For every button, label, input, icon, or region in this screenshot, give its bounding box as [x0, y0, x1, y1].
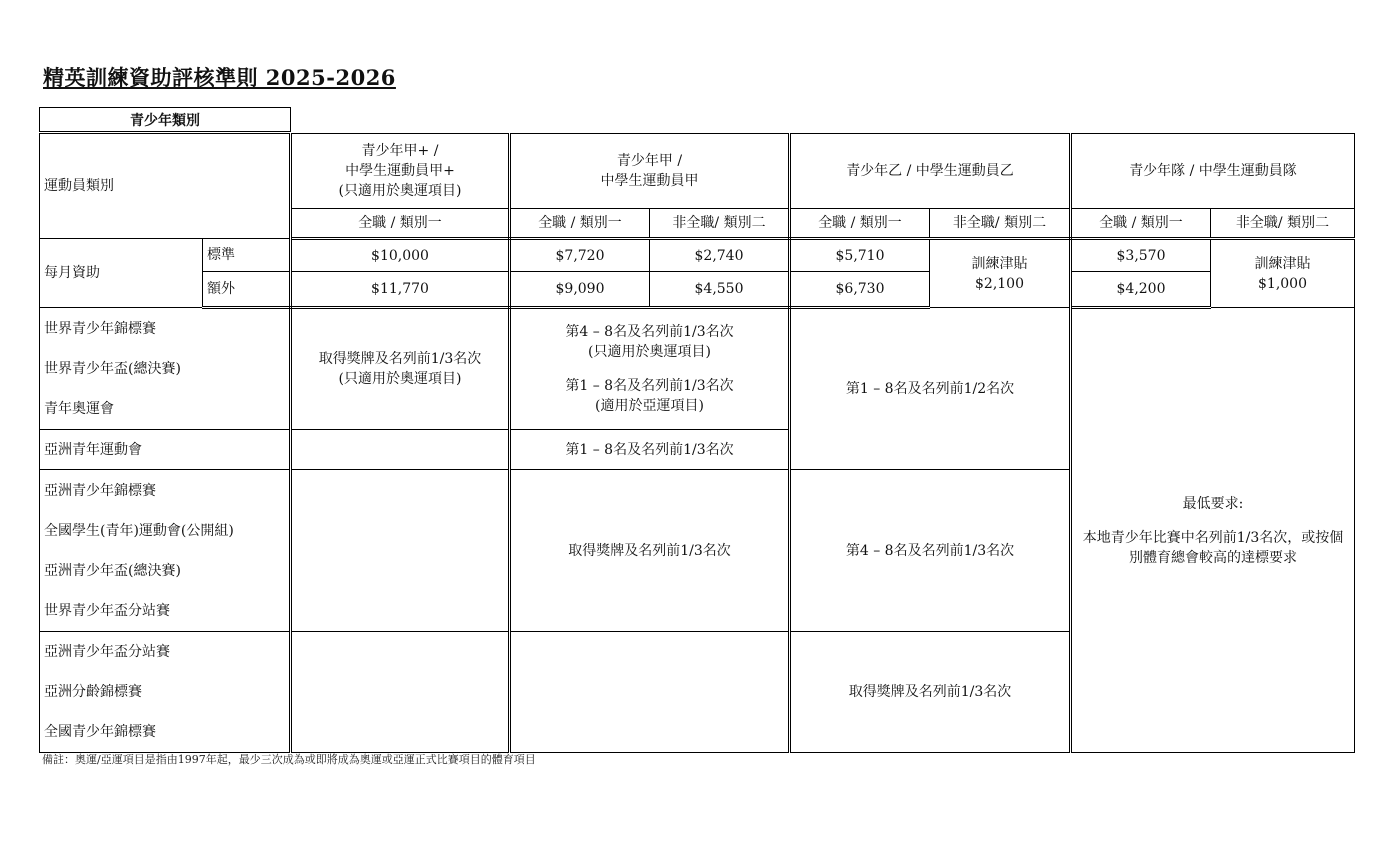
criteria-table	[39, 133, 1355, 753]
amount-cell: $6,730	[790, 272, 930, 308]
amount-cell: $4,550	[650, 272, 790, 308]
amount-cell: $5,710	[790, 239, 930, 272]
competition-name: 亞洲青少年盃(總決賽)	[44, 562, 181, 579]
standard-label: 標準	[203, 239, 291, 272]
sub-fulltime: 全職 / 類別一	[790, 209, 930, 239]
criteria-b: 第4 – 8名及名列前1/3名次	[790, 470, 1071, 632]
competition-name: 全國青少年錦標賽	[44, 724, 156, 740]
amount-cell: $7,720	[510, 239, 650, 272]
competition-list	[40, 308, 291, 430]
criteria-group-1	[40, 308, 1355, 430]
footnote: 備註：奧運/亞運項目是指由1997年起，最少三次成為或即將成為奧運或亞運正式比賽項目的體育項目	[42, 753, 536, 766]
monthly-standard-row	[40, 239, 1355, 272]
sub-parttime: 非全職/ 類別二	[650, 209, 790, 239]
monthly-extra-row	[40, 272, 1355, 308]
criteria-a-plus-empty	[291, 632, 510, 753]
amount-cell: $3,570	[1071, 239, 1211, 272]
sub-fulltime: 全職 / 類別一	[291, 209, 510, 239]
criteria-a-empty	[510, 632, 790, 753]
extra-label: 額外	[203, 272, 291, 308]
training-allowance-team: 訓練津貼 $1,000	[1211, 239, 1355, 308]
category-label: 青少年類別	[39, 107, 291, 132]
competition-name: 世界青少年盃分站賽	[44, 602, 170, 619]
competition-list	[40, 632, 291, 753]
competition-name: 全國學生(青年)運動會(公開組)	[44, 522, 234, 539]
sub-fulltime: 全職 / 類別一	[510, 209, 650, 239]
amount-cell: $10,000	[291, 239, 510, 272]
amount-cell: $2,740	[650, 239, 790, 272]
competition-name: 亞洲分齡錦標賽	[44, 684, 142, 700]
competition-list	[40, 470, 291, 632]
criteria-b: 第1 – 8名及名列前1/2名次	[790, 308, 1071, 470]
amount-cell: $4,200	[1071, 272, 1211, 308]
competition-name: 世界青少年盃(總決賽)	[44, 361, 181, 377]
criteria-a: 第1 – 8名及名列前1/3名次	[510, 430, 790, 470]
criteria-a-plus-empty	[291, 470, 510, 632]
header-row	[40, 134, 1355, 209]
competition-name: 亞洲青年運動會	[40, 430, 291, 470]
competition-name: 亞洲青少年錦標賽	[44, 482, 156, 499]
athlete-category-label: 運動員類別	[40, 134, 291, 239]
criteria-b: 取得獎牌及名列前1/3名次	[790, 632, 1071, 753]
competition-name: 亞洲青少年盃分站賽	[44, 644, 170, 660]
header-group-team: 青少年隊 / 中學生運動員隊	[1071, 134, 1355, 209]
criteria-a: 第4 – 8名及名列前1/3名次 (只適用於奧運項目) 第1 – 8名及名列前1/3名次 (適用於亞運項目)	[510, 308, 790, 430]
criteria-a-plus-empty	[291, 430, 510, 470]
criteria-a: 取得獎牌及名列前1/3名次	[510, 470, 790, 632]
header-group-b: 青少年乙 / 中學生運動員乙	[790, 134, 1071, 209]
sub-parttime: 非全職/ 類別二	[1211, 209, 1355, 239]
training-allowance-b: 訓練津貼 $2,100	[930, 239, 1071, 308]
amount-cell: $11,770	[291, 272, 510, 308]
sub-fulltime: 全職 / 類別一	[1071, 209, 1211, 239]
competition-name: 青年奧運會	[44, 401, 114, 417]
criteria-a-plus: 取得獎牌及名列前1/3名次 (只適用於奧運項目)	[291, 308, 510, 430]
amount-cell: $9,090	[510, 272, 650, 308]
page-title: 精英訓練資助評核準則 2025-2026	[43, 65, 396, 90]
header-group-a-plus: 青少年甲+ / 中學生運動員甲+ (只適用於奧運項目)	[291, 134, 510, 209]
competition-name: 世界青少年錦標賽	[44, 321, 156, 337]
sub-parttime: 非全職/ 類別二	[930, 209, 1071, 239]
criteria-team: 最低要求: 本地青少年比賽中名列前1/3名次，或按個別體育總會較高的達標要求	[1071, 308, 1355, 753]
header-group-a: 青少年甲 / 中學生運動員甲	[510, 134, 790, 209]
monthly-label: 每月資助	[40, 239, 203, 308]
